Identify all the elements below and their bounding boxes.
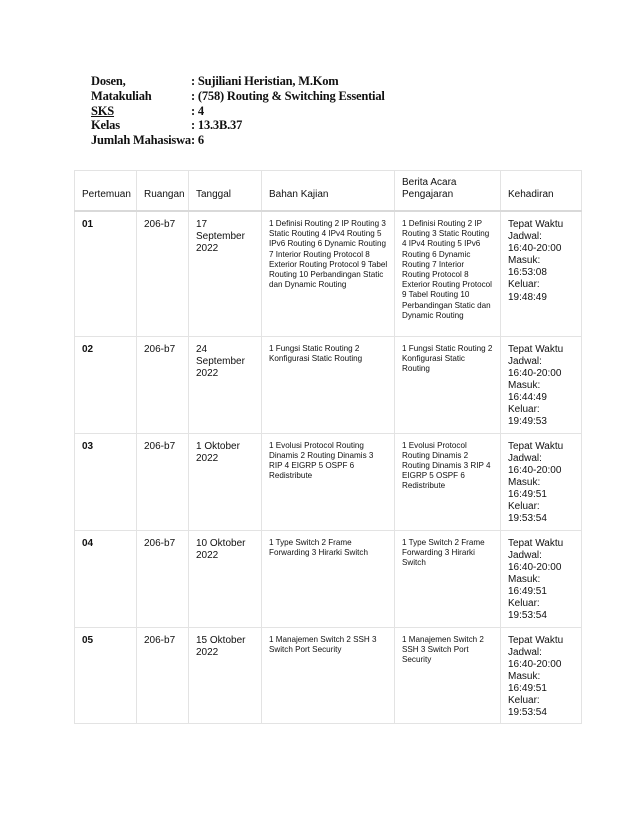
cell-bahan-kajian: 1 Definisi Routing 2 IP Routing 3 Static Routing 4 IPv4 Routing 5 IPv6 Routing 6 Dynamic Routing 7 Interior Routing Protocol 8 Exterior Routing Protocol 9 Tabel Routing 10 Perbandingan Static dan Dynamic Routing — [262, 211, 395, 336]
keluar-label: Keluar: — [508, 279, 540, 291]
masuk-value: 16:49:51 — [508, 488, 547, 500]
cell-pertemuan: 02 — [75, 336, 137, 433]
cell-tanggal: 10 Oktober 2022 — [189, 530, 262, 627]
cell-ruangan: 206-b7 — [137, 433, 189, 530]
jadwal-value: 16:40-20:00 — [508, 367, 562, 379]
table-row — [75, 336, 582, 433]
cell-berita-acara: 1 Definisi Routing 2 IP Routing 3 Static Routing 4 IPv4 Routing 5 IPv6 Routing 6 Dynamic Routing 7 Interior Routing Protocol 8 Exterior Routing Protocol 9 Tabel Routing 10 Perbandingan Static dan Dynamic Routing — [395, 211, 501, 336]
jadwal-label: Jadwal: — [508, 646, 542, 658]
masuk-label: Masuk: — [508, 379, 541, 391]
cell-berita-acara: 1 Fungsi Static Routing 2 Konfigurasi Static Routing — [395, 336, 501, 433]
table-row — [75, 211, 582, 336]
info-label: SKS — [91, 103, 115, 118]
cell-ruangan: 206-b7 — [137, 530, 189, 627]
cell-kehadiran — [501, 211, 582, 336]
jadwal-value: 16:40-20:00 — [508, 561, 562, 573]
header-ruangan: Ruangan — [137, 171, 189, 212]
attendance-status: Tepat Waktu — [508, 634, 564, 646]
jadwal-label: Jadwal: — [508, 549, 542, 561]
attendance-table — [74, 170, 582, 724]
course-info — [91, 74, 385, 148]
cell-bahan-kajian: 1 Manajemen Switch 2 SSH 3 Switch Port Security — [262, 627, 395, 724]
masuk-label: Masuk: — [508, 573, 541, 585]
masuk-label: Masuk: — [508, 476, 541, 488]
cell-berita-acara: 1 Type Switch 2 Frame Forwarding 3 Hirarki Switch — [395, 530, 501, 627]
cell-berita-acara: 1 Evolusi Protocol Routing Dinamis 2 Routing Dinamis 3 RIP 4 EIGRP 5 OSPF 6 Redistribute — [395, 433, 501, 530]
masuk-label: Masuk: — [508, 255, 541, 267]
info-label: Kelas — [91, 118, 120, 133]
header-kehadiran: Kehadiran — [501, 171, 582, 212]
keluar-value: 19:53:54 — [508, 707, 547, 719]
attendance-status: Tepat Waktu — [508, 219, 564, 230]
header-berita-acara: Berita Acara Pengajaran — [395, 171, 501, 212]
cell-pertemuan: 03 — [75, 433, 137, 530]
cell-kehadiran — [501, 433, 582, 530]
cell-berita-acara: 1 Manajemen Switch 2 SSH 3 Switch Port Security — [395, 627, 501, 724]
header-pertemuan: Pertemuan — [75, 171, 137, 212]
keluar-label: Keluar: — [508, 403, 540, 415]
info-label: Jumlah Mahasiswa — [91, 133, 191, 148]
cell-tanggal: 24 September 2022 — [189, 336, 262, 433]
masuk-value: 16:44:49 — [508, 391, 547, 403]
cell-bahan-kajian: 1 Type Switch 2 Frame Forwarding 3 Hirarki Switch — [262, 530, 395, 627]
jadwal-value: 16:40-20:00 — [508, 658, 562, 670]
cell-pertemuan: 04 — [75, 530, 137, 627]
cell-tanggal: 17 September 2022 — [189, 211, 262, 336]
cell-bahan-kajian: 1 Fungsi Static Routing 2 Konfigurasi Static Routing — [262, 336, 395, 433]
cell-ruangan: 206-b7 — [137, 336, 189, 433]
info-row-kelas — [91, 118, 385, 133]
header-tanggal: Tanggal — [189, 171, 262, 212]
cell-ruangan: 206-b7 — [137, 211, 189, 336]
masuk-label: Masuk: — [508, 670, 541, 682]
jadwal-value: 16:40-20:00 — [508, 464, 562, 476]
keluar-value: 19:49:53 — [508, 416, 547, 428]
attendance-status: Tepat Waktu — [508, 537, 564, 549]
attendance-status: Tepat Waktu — [508, 440, 564, 452]
info-row-jumlah — [91, 133, 385, 148]
info-value: : 13.3B.37 — [191, 118, 243, 133]
cell-bahan-kajian: 1 Evolusi Protocol Routing Dinamis 2 Routing Dinamis 3 RIP 4 EIGRP 5 OSPF 6 Redistribute — [262, 433, 395, 530]
cell-kehadiran — [501, 336, 582, 433]
keluar-label: Keluar: — [508, 500, 540, 512]
keluar-value: 19:53:54 — [508, 610, 547, 622]
masuk-value: 16:53:08 — [508, 267, 547, 279]
info-value: : 4 — [191, 103, 204, 118]
info-label: Dosen, — [91, 74, 126, 88]
info-value: : (758) Routing & Switching Essential — [191, 88, 385, 103]
table-header-row — [75, 171, 582, 212]
cell-pertemuan: 05 — [75, 627, 137, 724]
info-row-matakuliah — [91, 89, 385, 104]
keluar-value: 19:48:49 — [508, 291, 547, 303]
cell-kehadiran — [501, 530, 582, 627]
info-row-sks — [91, 104, 385, 119]
info-row-dosen — [91, 74, 385, 89]
keluar-value: 19:53:54 — [508, 513, 547, 525]
masuk-value: 16:49:51 — [508, 585, 547, 597]
cell-kehadiran — [501, 627, 582, 724]
info-value: : Sujiliani Heristian, M.Kom — [191, 74, 339, 88]
cell-ruangan: 206-b7 — [137, 627, 189, 724]
jadwal-value: 16:40-20:00 — [508, 243, 562, 255]
jadwal-label: Jadwal: — [508, 231, 542, 243]
table-row — [75, 433, 582, 530]
cell-tanggal: 1 Oktober 2022 — [189, 433, 262, 530]
table-row — [75, 627, 582, 724]
masuk-value: 16:49:51 — [508, 682, 547, 694]
jadwal-label: Jadwal: — [508, 452, 542, 464]
info-value: : 6 — [191, 133, 204, 148]
cell-tanggal: 15 Oktober 2022 — [189, 627, 262, 724]
attendance-status: Tepat Waktu — [508, 343, 564, 355]
keluar-label: Keluar: — [508, 597, 540, 609]
info-label: Matakuliah — [91, 88, 152, 103]
cell-pertemuan: 01 — [75, 211, 137, 336]
jadwal-label: Jadwal: — [508, 355, 542, 367]
header-bahan-kajian: Bahan Kajian — [262, 171, 395, 212]
table-row — [75, 530, 582, 627]
keluar-label: Keluar: — [508, 694, 540, 706]
